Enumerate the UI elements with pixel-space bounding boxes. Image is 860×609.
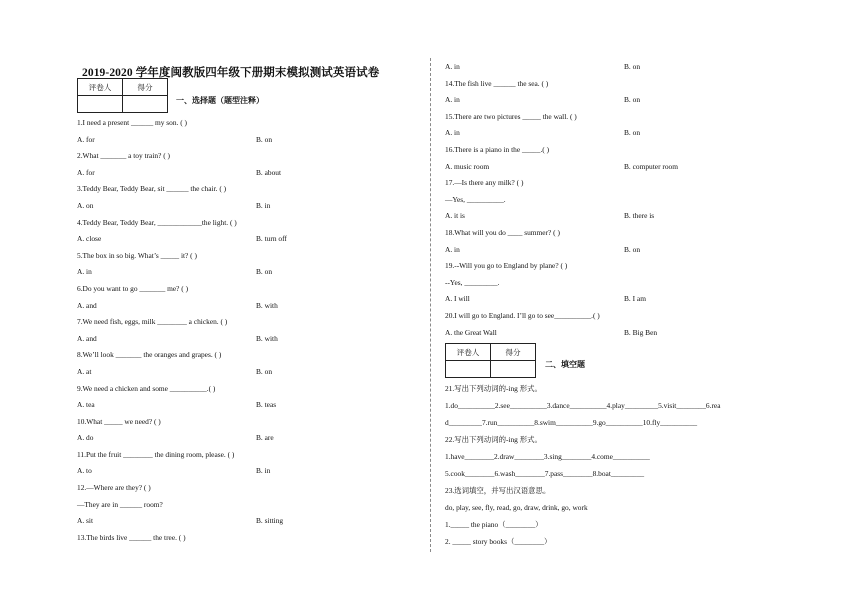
question-text: 12.—Where are they? ( ) <box>77 483 151 493</box>
question-text: 20.I will go to England. I’ll go to see__________.( ) <box>445 310 600 320</box>
option-b[interactable]: B. on <box>256 134 273 144</box>
option-a[interactable]: A. the Great Wall <box>445 327 497 337</box>
options-row <box>77 516 425 533</box>
option-a[interactable]: A. to <box>77 466 92 476</box>
option-b[interactable]: B. in <box>256 200 271 210</box>
options-row <box>77 466 425 483</box>
option-b[interactable]: B. turn off <box>256 234 287 244</box>
question-text: 3.Teddy Bear, Teddy Bear, sit ______ the chair. ( ) <box>77 184 227 194</box>
question-text: 13.The birds live ______ the tree. ( ) <box>77 532 186 542</box>
question-answer-line: —They are in ______ room? <box>77 499 163 509</box>
option-a[interactable]: A. tea <box>77 400 95 410</box>
option-a[interactable]: A. do <box>77 433 94 443</box>
options-row <box>445 162 793 179</box>
option-a[interactable]: A. for <box>77 134 95 144</box>
question-text: 9.We need a chicken and some __________.( ) <box>77 383 216 393</box>
option-a[interactable]: A. it is <box>445 211 465 221</box>
options-row <box>445 294 793 311</box>
options-row <box>445 245 793 262</box>
grader-label: 评卷人 <box>446 344 491 361</box>
fill-line: do, play, see, fly, read, go, draw, drink, go, work <box>445 503 588 512</box>
option-b[interactable]: B. sitting <box>256 516 284 526</box>
question-text: 8.We’ll look _______ the oranges and grapes. ( ) <box>77 350 222 360</box>
option-a[interactable]: A. at <box>77 366 92 376</box>
section1-heading: 一、选择题（题型注释） <box>176 96 264 105</box>
option-a[interactable]: A. and <box>77 333 97 343</box>
fill-line: d_________7.run__________8.swim__________9.go__________10.fly__________ <box>445 418 698 427</box>
score-cell[interactable] <box>123 96 168 113</box>
question-text: 19.--Will you go to England by plane? ( ) <box>445 261 568 271</box>
fill-line: 1._____ the piano（________） <box>445 520 543 529</box>
question-text: 15.There are two pictures _____ the wall. ( ) <box>445 111 577 121</box>
section2-heading: 二、填空题 <box>545 360 585 369</box>
question-text: 16.There is a piano in the _____.( ) <box>445 144 550 154</box>
fill-in-section <box>445 384 805 554</box>
question-text: 14.The fish live ______ the sea. ( ) <box>445 78 549 88</box>
fill-line: 23.选词填空，并写出汉语意思。 <box>445 486 551 495</box>
question-answer-line: --Yes, _________. <box>445 277 500 287</box>
fill-line: 1.have________2.draw________3.sing________4.come__________ <box>445 452 650 461</box>
question-text: 7.We need fish, eggs, milk ________ a chicken. ( ) <box>77 317 228 327</box>
fill-line: 22.写出下列动词的-ing 形式。 <box>445 435 542 444</box>
options-row <box>445 95 793 112</box>
question-text: 10.What _____ we need? ( ) <box>77 416 161 426</box>
question-text: 5.The box in so big. What’s _____ it? ( ) <box>77 250 197 260</box>
options-row <box>445 328 793 345</box>
option-b[interactable]: B. on <box>624 95 641 105</box>
option-b[interactable]: B. computer room <box>624 161 678 171</box>
option-b[interactable]: B. with <box>256 300 278 310</box>
options-row <box>77 201 425 218</box>
grader-cell[interactable] <box>446 361 491 378</box>
options-row <box>77 301 425 318</box>
option-b[interactable]: B. there is <box>624 211 655 221</box>
question-text: 18.What will you do ____ summer? ( ) <box>445 227 560 237</box>
option-a[interactable]: A. in <box>77 267 92 277</box>
option-b[interactable]: B. are <box>256 433 274 443</box>
option-a[interactable]: A. in <box>445 95 460 105</box>
option-a[interactable]: A. music room <box>445 161 490 171</box>
option-a[interactable]: A. sit <box>77 516 94 526</box>
options-row <box>77 267 425 284</box>
option-a[interactable]: A. close <box>77 234 102 244</box>
option-b[interactable]: B. I am <box>624 294 646 304</box>
score-table-section1 <box>77 78 168 113</box>
options-row <box>77 433 425 450</box>
option-b[interactable]: B. about <box>256 167 282 177</box>
option-a[interactable]: A. for <box>77 167 95 177</box>
question-text: 2.What _______ a toy train? ( ) <box>77 151 170 161</box>
fill-line: 21.写出下列动词的-ing 形式。 <box>445 384 542 393</box>
exam-title: 2019-2020 学年度闽教版四年级下册期末模拟测试英语试卷 <box>82 67 380 79</box>
option-b[interactable]: B. on <box>256 366 273 376</box>
fill-line: 5.cook________6.wash________7.pass________8.boat_________ <box>445 469 645 478</box>
grader-label: 评卷人 <box>78 79 123 96</box>
options-row <box>77 135 425 152</box>
score-label: 得分 <box>491 344 536 361</box>
question-text: 17.—Is there any milk? ( ) <box>445 178 524 188</box>
option-a[interactable]: A. on <box>77 200 94 210</box>
question-text: 4.Teddy Bear, Teddy Bear, ____________the light. ( ) <box>77 217 237 227</box>
options-row <box>445 128 793 145</box>
option-b[interactable]: B. on <box>624 62 641 71</box>
score-cell[interactable] <box>491 361 536 378</box>
grader-cell[interactable] <box>78 96 123 113</box>
score-table-section2 <box>445 343 536 378</box>
score-label: 得分 <box>123 79 168 96</box>
question-answer-line: —Yes, __________. <box>445 194 506 204</box>
option-a[interactable]: A. and <box>77 300 97 310</box>
option-b[interactable]: B. Big Ben <box>624 327 658 337</box>
options-row <box>445 211 793 228</box>
question-text: 11.Put the fruit ________ the dining room, please. ( ) <box>77 449 235 459</box>
option-b[interactable]: B. in <box>256 466 271 476</box>
option-a[interactable]: A. in <box>445 244 460 254</box>
options-row <box>77 334 425 351</box>
options-row <box>77 234 425 251</box>
column-divider <box>430 58 431 552</box>
option-b[interactable]: B. teas <box>256 400 277 410</box>
options-row <box>77 367 425 384</box>
options-row <box>445 62 793 79</box>
option-a[interactable]: A. in <box>445 128 460 138</box>
question-text: 1.I need a present ______ my son. ( ) <box>77 118 188 127</box>
fill-line: 1.do__________2.see__________3.dance__________4.play_________5.visit________6.rea <box>445 401 721 410</box>
options-row <box>77 400 425 417</box>
right-column <box>445 62 793 344</box>
question-text: 6.Do you want to go _______ me? ( ) <box>77 283 189 293</box>
option-b[interactable]: B. with <box>256 333 278 343</box>
option-a[interactable]: A. I will <box>445 294 470 304</box>
option-b[interactable]: B. on <box>624 128 641 138</box>
option-a[interactable]: A. in <box>445 62 460 71</box>
left-column <box>77 118 425 549</box>
option-b[interactable]: B. on <box>256 267 273 277</box>
option-b[interactable]: B. on <box>624 244 641 254</box>
fill-line: 2. _____ story books（________） <box>445 537 552 546</box>
options-row <box>77 168 425 185</box>
